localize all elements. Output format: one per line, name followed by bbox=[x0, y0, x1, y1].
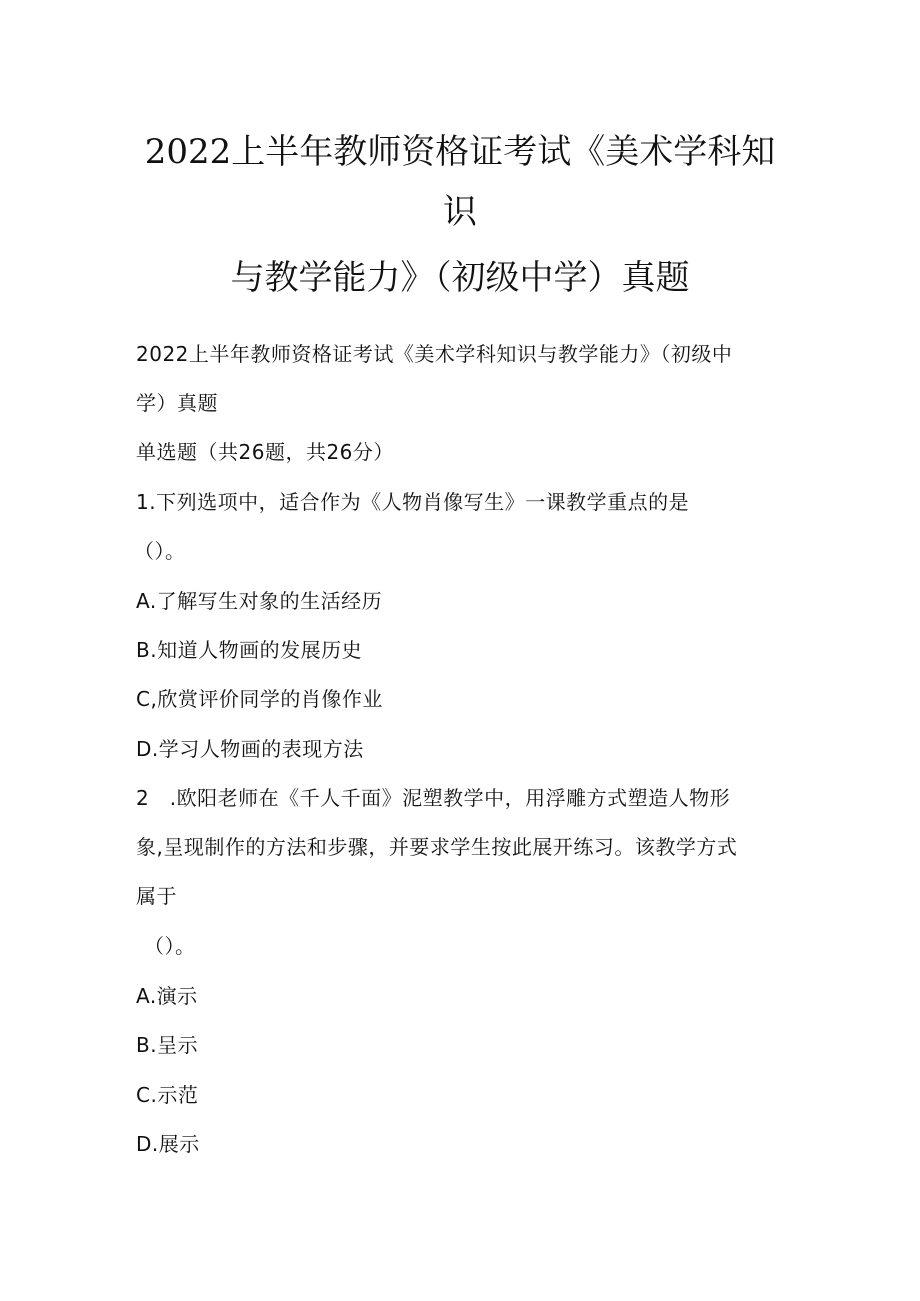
document-title-line-3: 与教学能力》（初级中学）真题 bbox=[230, 258, 690, 298]
question-1-option-d: D.学习人物画的表现方法 bbox=[136, 737, 364, 761]
question-2-option-d: D.展示 bbox=[136, 1132, 200, 1156]
section-heading: 单选题（共26题，共26分） bbox=[136, 440, 394, 464]
question-2-option-c: C.示范 bbox=[136, 1083, 199, 1107]
question-2-stem-line-1: 2 .欧阳老师在《千人千面》泥塑教学中，用浮雕方式塑造人物形 bbox=[136, 786, 731, 810]
question-1-stem-line-1: 1.下列选项中，适合作为《人物肖像写生》一课教学重点的是 bbox=[136, 490, 690, 514]
question-2-stem-line-4: （）。 bbox=[144, 934, 196, 958]
question-2-option-b: B.呈示 bbox=[136, 1033, 199, 1057]
question-2-option-a: A.演示 bbox=[136, 984, 198, 1008]
document-title-line-1: 2022上半年教师资格证考试《美术学科知 bbox=[144, 132, 776, 172]
question-1-option-a: A.了解写生对象的生活经历 bbox=[136, 589, 383, 613]
question-2-stem-line-2: 象,呈现制作的方法和步骤，并要求学生按此展开练习。该教学方式 bbox=[136, 835, 738, 859]
subtitle-line-1: 2022上半年教师资格证考试《美术学科知识与教学能力》（初级中 bbox=[136, 342, 733, 366]
subtitle-line-2: 学）真题 bbox=[136, 391, 218, 415]
question-1-stem-line-2: （）。 bbox=[134, 539, 186, 563]
question-1-option-b: B.知道人物画的发展历史 bbox=[136, 638, 363, 662]
document-title-line-2: 识 bbox=[443, 192, 477, 232]
question-1-option-c: C,欣赏评价同学的肖像作业 bbox=[136, 687, 383, 711]
question-2-stem-line-3: 属于 bbox=[136, 884, 177, 908]
